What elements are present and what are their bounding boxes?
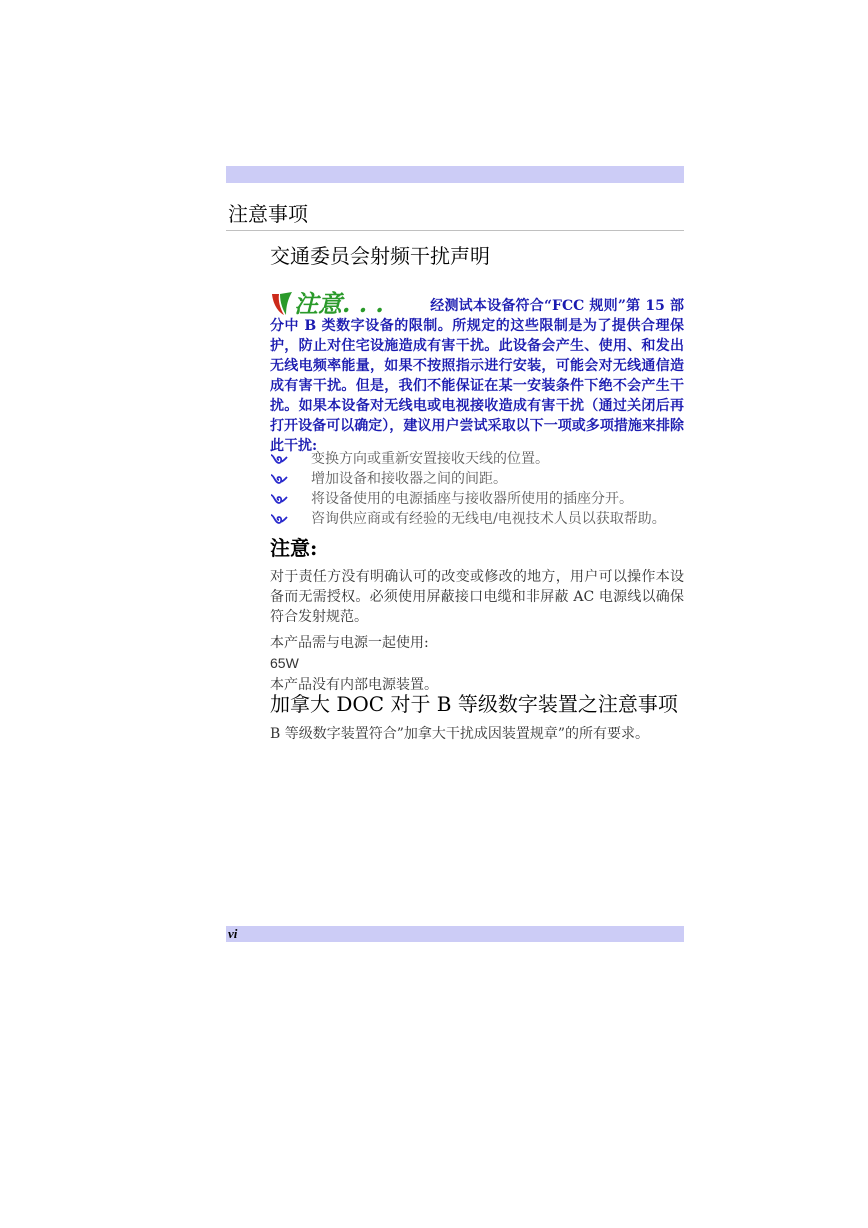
swirl-bullet-icon bbox=[270, 513, 288, 525]
swirl-bullet-icon bbox=[270, 453, 288, 465]
note-paragraph: 对于责任方没有明确认可的改变或修改的地方，用户可以操作本设备而无需授权。必须使用屏蔽接口电缆和非屏蔽 AC 电源线以确保符合发射规范。 bbox=[270, 569, 684, 625]
list-item bbox=[270, 469, 684, 489]
notice-block bbox=[270, 290, 684, 456]
list-item-text: 增加设备和接收器之间的间距。 bbox=[311, 471, 507, 487]
notice-text: 经测试本设备符合“FCC 规则”第 15 部分中 B 类数字设备的限制。所规定的这些限制是为了提供合理保护，防止对住宅设施造成有害干扰。此设备会产生、使用、和发出无线电频率能量，如果不按照指示进行安装，可能会对无线通信造成有害干扰。但是，我们不能保证在某一安装条件下绝不会产生干扰。如果本设备对无线电或电视接收造成有害干扰（通过关闭后再打开设备可以确定），建议用户尝试采取以下一项或多项措施来排除此干扰: bbox=[270, 298, 684, 454]
swirl-bullet-icon bbox=[270, 493, 288, 505]
fcc-heading: 交通委员会射频干扰声明 bbox=[270, 244, 490, 268]
list-item bbox=[270, 489, 684, 509]
canada-heading: 加拿大 DOC 对于 B 等级数字装置之注意事项 bbox=[270, 692, 678, 716]
measure-list bbox=[270, 449, 684, 529]
power-intro: 本产品需与电源一起使用: bbox=[270, 635, 429, 651]
list-item-text: 将设备使用的电源插座与接收器所使用的插座分开。 bbox=[311, 491, 633, 507]
section-title: 注意事项 bbox=[228, 202, 308, 226]
section-divider bbox=[226, 230, 684, 231]
list-item bbox=[270, 509, 684, 529]
canada-text: B 等级数字装置符合”加拿大干扰成因装置规章”的所有要求。 bbox=[270, 726, 650, 742]
power-value: 65W bbox=[270, 655, 299, 671]
notice-logo-text: 注意. . . bbox=[294, 290, 384, 316]
list-item-text: 咨询供应商或有经验的无线电/电视技术人员以获取帮助。 bbox=[311, 511, 666, 527]
footer-band bbox=[226, 926, 684, 942]
page-number: vi bbox=[228, 926, 238, 941]
note-body bbox=[270, 567, 684, 695]
list-item bbox=[270, 449, 684, 469]
note-heading: 注意: bbox=[270, 536, 318, 560]
header-band bbox=[226, 166, 684, 183]
notice-logo-icon bbox=[270, 290, 416, 316]
no-internal-power-note: 本产品没有内部电源装置。 bbox=[270, 677, 438, 693]
swirl-bullet-icon bbox=[270, 473, 288, 485]
list-item-text: 变换方向或重新安置接收天线的位置。 bbox=[311, 451, 549, 467]
